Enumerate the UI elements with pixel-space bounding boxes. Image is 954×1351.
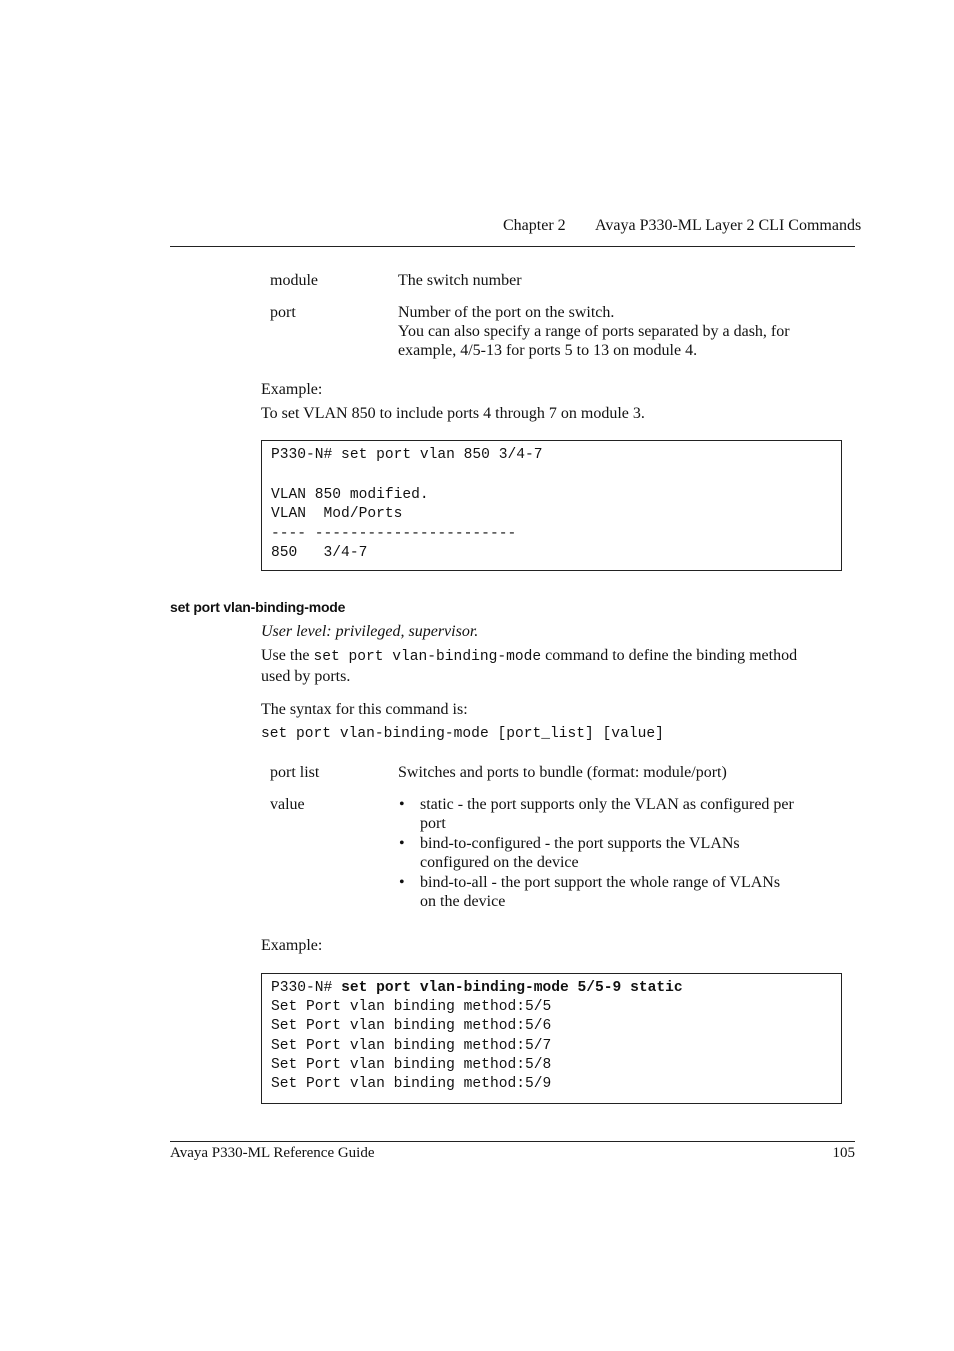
param-module-desc: The switch number [398,272,522,289]
bullet-line: bind-to-configured - the port supports the VLANs [420,835,740,852]
example2-label: Example: [261,937,323,954]
footer-guide: Avaya P330-ML Reference Guide [170,1145,375,1161]
code-line: VLAN 850 modified. [271,487,429,504]
bullet-line: bind-to-all - the port support the whole range of VLANs [420,874,781,891]
param-port-name: port [270,304,296,321]
code-line: Set Port vlan binding method:5/6 [271,1018,552,1035]
code-line [271,979,841,998]
param-port-desc [398,303,790,360]
bullet-dot: • [399,796,405,813]
bullet-line: port [420,815,446,832]
use-paragraph [261,646,861,686]
bullet-item [398,795,848,833]
section-heading: set port vlan-binding-mode [170,599,346,615]
param-value-name: value [270,796,305,813]
code-prompt: P330-N# [271,980,342,996]
bullet-dot: • [399,874,405,891]
example2-code-box [261,973,842,1104]
code-line: Set Port vlan binding method:5/8 [271,1056,552,1073]
example1-code-box [261,440,842,571]
use-prefix: Use the [261,647,310,664]
header-rule [170,246,855,247]
user-level: User level: privileged, supervisor. [261,623,479,640]
example1-label: Example: [261,381,323,398]
use-suffix-line2: used by ports. [261,668,351,685]
param-value-desc [398,795,848,912]
header-title: Avaya P330-ML Layer 2 CLI Commands [595,217,862,234]
bullet-item [398,873,848,911]
code-command: set port vlan-binding-mode 5/5-9 static [341,980,683,996]
bullet-line: on the device [420,893,506,910]
header-chapter: Chapter 2 [503,217,566,234]
code-line: Set Port vlan binding method:5/7 [271,1037,552,1054]
code-line: VLAN Mod/Ports [271,506,403,523]
param-module-name: module [270,272,318,289]
code-line: P330-N# set port vlan 850 3/4-7 [271,447,543,463]
code-line: 850 3/4-7 [271,544,368,561]
code-line: Set Port vlan binding method:5/9 [271,1075,552,1092]
example1-text: To set VLAN 850 to include ports 4 through 7 on module 3. [261,405,645,422]
syntax-command: set port vlan-binding-mode [port_list] [value] [261,726,664,742]
bullet-dot: • [399,835,405,852]
code-line [271,465,841,486]
bullet-line: configured on the device [420,854,579,871]
syntax-label: The syntax for this command is: [261,701,468,718]
param-port-desc-line: example, 4/5-13 for ports 5 to 13 on module 4. [398,342,698,359]
code-line: ---- ----------------------- [271,525,517,542]
use-suffix: command to define the binding method [545,647,798,664]
bullet-item [398,834,848,872]
param-port-list-desc: Switches and ports to bundle (format: module/port) [398,764,727,781]
use-command: set port vlan-binding-mode [313,649,542,665]
bullet-line: static - the port supports only the VLAN as configured per [420,796,794,813]
param-port-desc-line: Number of the port on the switch. [398,304,615,321]
footer-rule [170,1141,855,1142]
param-port-list-name: port list [270,764,320,781]
footer-page-number: 105 [832,1145,855,1161]
code-line: Set Port vlan binding method:5/5 [271,999,552,1016]
param-port-desc-line: You can also specify a range of ports separated by a dash, for [398,323,790,340]
